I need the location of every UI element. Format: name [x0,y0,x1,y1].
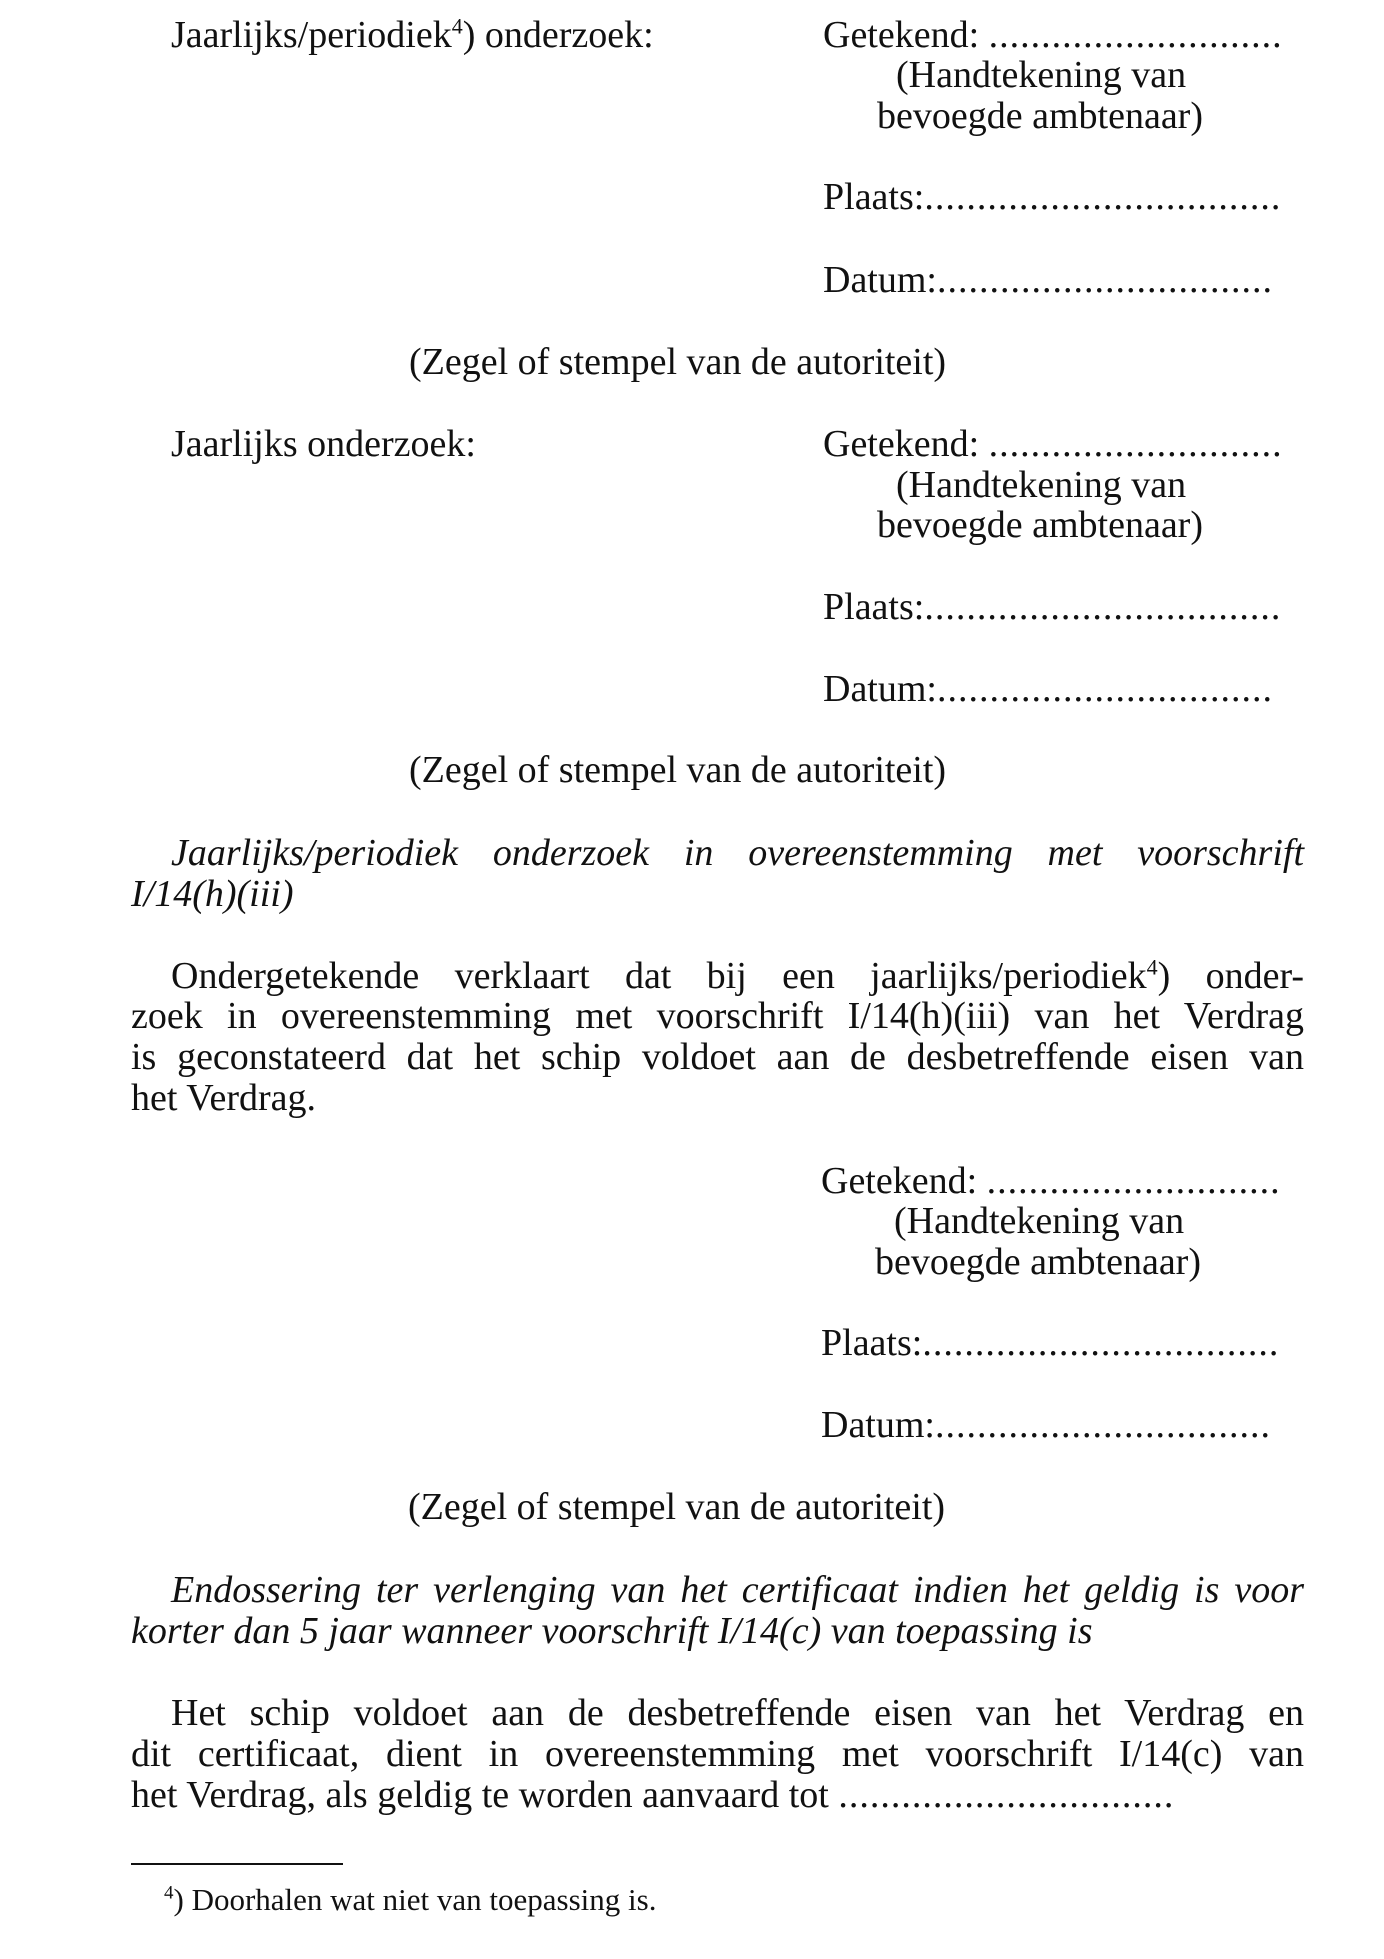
date-field-3: Datum:................................ [821,1404,1271,1446]
signature-caption-1b: bevoegde ambtenaar) [877,95,1203,137]
date-blank-3: ................................ [934,1404,1271,1446]
seal-caption-3: (Zegel of stempel van de autoriteit) [408,1486,946,1528]
section3-para-line4: het Verdrag. [131,1077,317,1119]
footnote-rule [131,1863,343,1865]
date-field-2: Datum:................................ [823,668,1273,710]
signature-caption-1a: (Handtekening van [896,54,1187,96]
signed-field-2: Getekend: ............................ [823,423,1283,465]
signature-caption-3a: (Handtekening van [894,1200,1185,1242]
footnote: $^4$) Doorhalen wat niet van toepassing is. [164,1882,657,1917]
footnote-marker: 4 [164,1882,174,1904]
date-blank-2: ................................ [936,668,1273,710]
signature-caption-2a: (Handtekening van [896,464,1187,506]
section3-heading-line2: I/14(h)(iii) [131,873,294,915]
section4-heading-line2: korter dan 5 jaar wanneer voorschrift I/14(c) van toepassing is [131,1610,1093,1652]
signature-caption-3b: bevoegde ambtenaar) [875,1241,1201,1283]
place-blank-1: .................................. [924,176,1282,218]
signature-caption-2b: bevoegde ambtenaar) [877,504,1203,546]
footnote-ref: 4 [451,13,463,39]
valid-until-blank: ................................ [838,1774,1175,1816]
place-blank-3: .................................. [922,1322,1280,1364]
place-field-1: Plaats:.................................. [823,176,1282,218]
footnote-ref: 4 [1146,954,1158,980]
section4-para-line3: het Verdrag, als geldig te worden aanvaard tot ................................ [131,1774,1175,1816]
seal-caption-2: (Zegel of stempel van de autoriteit) [409,749,947,791]
date-blank-1: ................................ [936,259,1273,301]
section4-para-line2: dit certificaat, dient in overeenstemming met voorschrift I/14(c) van [131,1733,1304,1775]
section4-para-line1: Het schip voldoet aan de desbetreffende eisen van het Verdrag en [171,1692,1304,1734]
signed-blank-1: ............................ [988,14,1283,56]
signed-blank-3: ............................ [986,1160,1281,1202]
section3-heading-line1: Jaarlijks/periodiek onderzoek in overeenstemming met voorschrift [171,832,1304,874]
section3-para-line3: is geconstateerd dat het schip voldoet aan de desbetreffende eisen van [131,1036,1304,1078]
place-field-3: Plaats:.................................. [821,1322,1280,1364]
signed-blank-2: ............................ [988,423,1283,465]
section3-para-line1: Ondergetekende verklaart dat bij een jaarlijks/periodiek$^4$) onder- [171,954,1304,997]
section2-label: Jaarlijks onderzoek: [171,423,476,465]
seal-caption-1: (Zegel of stempel van de autoriteit) [409,341,947,383]
place-blank-2: .................................. [924,586,1282,628]
place-field-2: Plaats:.................................. [823,586,1282,628]
section3-para-line2: zoek in overeenstemming met voorschrift I/14(h)(iii) van het Verdrag [131,995,1304,1037]
signed-field-3: Getekend: ............................ [821,1160,1281,1202]
section4-heading-line1: Endossering ter verlenging van het certificaat indien het geldig is voor [171,1569,1304,1611]
signed-field-1: Getekend: ............................ [823,14,1283,56]
section1-label: Jaarlijks/periodiek$^4$) onderzoek: [171,13,654,56]
date-field-1: Datum:................................ [823,259,1273,301]
